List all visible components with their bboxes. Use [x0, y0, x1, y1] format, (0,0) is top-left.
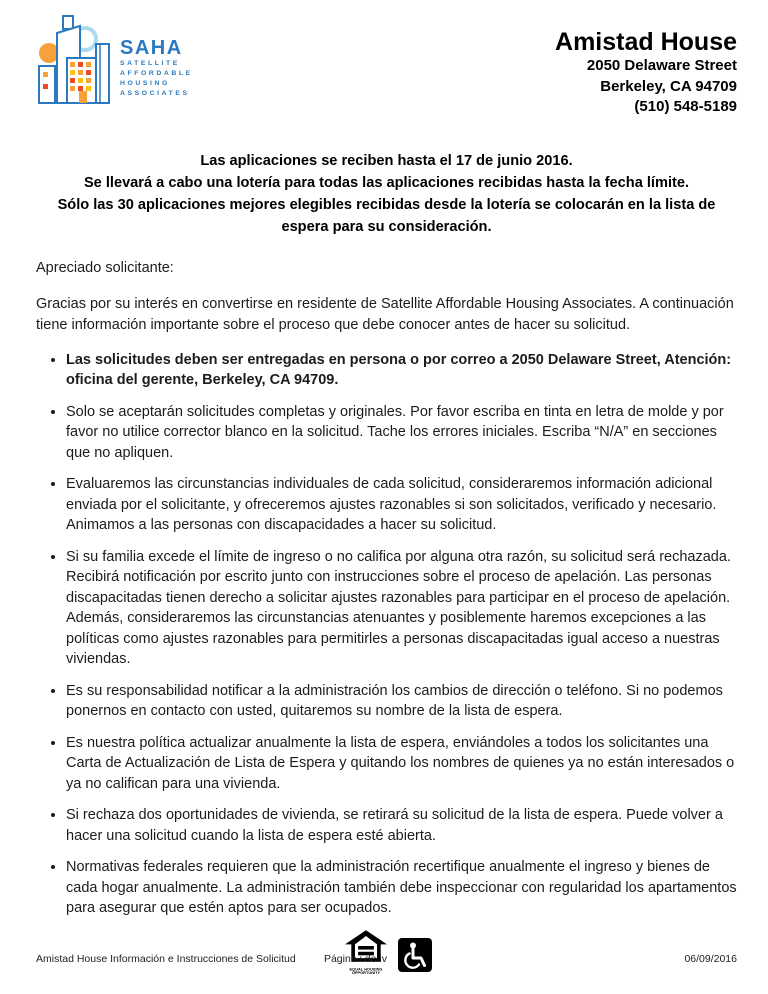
- bullet-item: • Si su familia excede el límite de ingreso o no califica por alguna otra razón, su solicitud será rechazada. Recibirá notificación por escrito junto con instrucciones sobre el proceso de apelación. Las personas discapacitadas tienen derecho a solicitar ajustes razonables para participar en el proceso de apelación. Además, consideraremos las circunstancias atenuantes y posiblemente haremos excepciones a las políticas como ajustes razonables para permitirles a personas discapacitadas igual acceso a nuestras viviendas.: [66, 547, 737, 670]
- header: [36, 14, 737, 118]
- bullet-item: • Las solicitudes deben ser entregadas en persona o por correo a 2050 Delaware Street, Atención: oficina del gerente, Berkeley, CA 94709.: [66, 350, 737, 391]
- footer-page-number: Página i de iv: [323, 953, 388, 965]
- bullet-item: • Es nuestra política actualizar anualmente la lista de espera, enviándoles a todos los solicitantes una Carta de Actualización de Lista de Espera y quitando los nombres de quienes ya no están interesados o ya no califican para una vivienda.: [66, 733, 737, 795]
- saha-logo: [36, 14, 193, 111]
- footer-document-title: Amistad House Información e Instrucciones de Solicitud: [36, 953, 296, 965]
- greeting: Apreciado solicitante:: [36, 259, 174, 276]
- lottery-notice: [36, 150, 737, 238]
- address-line-1: 2050 Delaware Street: [586, 57, 737, 74]
- equal-housing-opportunity-label: EQUAL HOUSING OPPORTUNITY: [349, 966, 383, 975]
- page-footer: [36, 953, 737, 965]
- footer-date: 06/09/2016: [684, 953, 737, 965]
- bullet-item: • Solo se aceptarán solicitudes completas y originales. Por favor escriba en tinta en letra de molde y por favor no utilice corrector blanco en la solicitud. Tache los errores iniciales. Escriba “N/A” en secciones que no apliquen.: [66, 402, 737, 464]
- notice-line: Sólo las 30 aplicaciones mejores elegibles recibidas desde la lotería se colocarán en la lista de espera para su consideración.: [57, 196, 716, 235]
- address-line-2: Berkeley, CA 94709: [600, 77, 737, 95]
- saha-buildings-icon: [36, 14, 114, 111]
- notice-line: Se llevará a cabo una lotería para todas las aplicaciones recibidas hasta la fecha límite.: [83, 174, 690, 191]
- bullet-item: • Es su responsabilidad notificar a la administración los cambios de dirección o teléfono. Si no podemos ponernos en contacto con usted, quitaremos su nombre de la lista de espera.: [66, 681, 737, 722]
- notice-line: Las aplicaciones se reciben hasta el 17 de junio 2016.: [200, 152, 573, 169]
- instruction-list: [36, 350, 737, 919]
- intro-paragraph: Gracias por su interés en convertirse en residente de Satellite Affordable Housing Associates. A continuación tiene información importante sobre el proceso que debe conocer antes de hacer su solicitud.: [36, 296, 734, 333]
- saha-logo-tagline: SATELLITE AFFORDABLE HOUSING ASSOCIATES: [120, 60, 193, 97]
- bullet-item: • Si rechaza dos oportunidades de vivienda, se retirará su solicitud de la lista de espera. Puede volver a hacer una solicitud cuando la lista de espera esté abierta.: [66, 805, 737, 846]
- title-block: [555, 28, 737, 118]
- bullet-item: • Evaluaremos las circunstancias individuales de cada solicitud, consideraremos información adicional enviada por el solicitante, y ofreceremos ajustes razonables si son solicitados, verificado y necesario. Animamos a las personas con discapacidades a hacer su solicitud.: [66, 474, 737, 536]
- phone-number: (510) 548-5189: [634, 98, 737, 115]
- saha-logo-text: [120, 38, 193, 98]
- saha-logo-name: SAHA: [120, 37, 183, 59]
- page-title: Amistad House: [555, 28, 737, 56]
- bullet-item: • Normativas federales requieren que la administración recertifique anualmente el ingreso y bienes de cada hogar anualmente. La administración también debe inspeccionar con regularidad los apartamentos para asegurar que estén aptos para ser ocupados.: [66, 857, 737, 919]
- document-page: [36, 0, 737, 977]
